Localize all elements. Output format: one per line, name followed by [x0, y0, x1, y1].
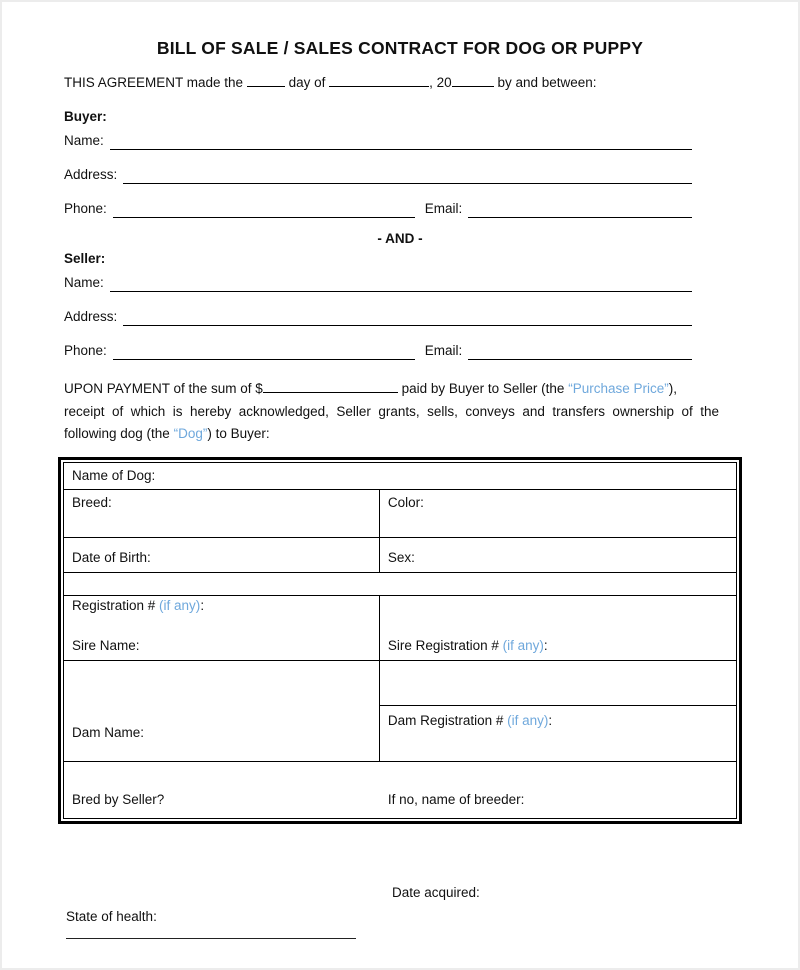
dam-registration-label-text: Dam Registration #	[387, 713, 508, 728]
sire-registration-label	[388, 638, 548, 653]
buyer-address-field[interactable]	[123, 169, 692, 184]
dam-name-cell[interactable]	[64, 661, 380, 761]
buyer-email-field[interactable]	[468, 203, 692, 218]
dam-registration-colon: :	[548, 713, 553, 728]
payment-text-3: ),	[668, 381, 677, 396]
breeder-name-label: If no, name of breeder:	[387, 792, 525, 807]
empty-spacer-cell[interactable]	[64, 573, 736, 595]
dog-details-table	[58, 457, 742, 824]
date-of-birth-label: Date of Birth:	[72, 550, 151, 565]
table-row	[64, 463, 736, 490]
date-acquired-label: Date acquired:	[392, 885, 480, 900]
year-blank-field[interactable]	[452, 72, 494, 87]
name-of-dog-label: Name of Dog:	[72, 468, 156, 483]
buyer-address-row	[64, 166, 692, 184]
breed-label: Breed:	[72, 495, 112, 510]
breed-cell[interactable]	[64, 490, 380, 537]
day-blank-field[interactable]	[247, 72, 285, 87]
registration-sire-name-cell[interactable]	[64, 596, 380, 660]
table-row	[64, 762, 736, 818]
empty-spacer-cell[interactable]	[380, 661, 736, 706]
seller-email-field[interactable]	[468, 345, 692, 360]
payment-text-1: UPON PAYMENT of the sum of $	[64, 381, 263, 396]
seller-address-label: Address:	[64, 309, 118, 324]
sire-registration-colon: :	[543, 638, 548, 653]
payment-line-1	[64, 378, 736, 398]
document-title: BILL OF SALE / SALES CONTRACT FOR DOG OR PUPPY	[156, 38, 644, 58]
purchase-amount-field[interactable]	[263, 378, 398, 393]
payment-clause	[64, 378, 736, 443]
seller-phone-email-row	[64, 342, 692, 360]
seller-name-row	[64, 274, 692, 292]
buyer-name-row	[64, 132, 692, 150]
agreement-text-3: , 20	[429, 75, 452, 90]
dam-registration-if-any: (if any)	[507, 713, 549, 728]
buyer-phone-label: Phone:	[64, 201, 107, 216]
date-of-birth-cell[interactable]	[64, 538, 380, 572]
buyer-phone-email-row	[64, 200, 692, 218]
buyer-heading: Buyer:	[64, 109, 107, 124]
seller-name-field[interactable]	[110, 277, 692, 292]
payment-text-4: following dog (the	[64, 426, 174, 441]
document-body	[2, 72, 798, 939]
payment-line-2: receipt of which is hereby acknowledged, Seller grants, sells, conveys and transfers ownership of the	[64, 404, 719, 419]
buyer-name-label: Name:	[64, 133, 104, 148]
buyer-phone-field[interactable]	[113, 203, 415, 218]
dog-details-table-inner	[63, 462, 737, 819]
seller-heading: Seller:	[64, 251, 106, 266]
bred-by-seller-label: Bred by Seller?	[72, 792, 165, 807]
seller-address-row	[64, 308, 692, 326]
agreement-text-4: by and between:	[497, 75, 597, 90]
registration-label	[72, 598, 371, 613]
registration-colon: :	[200, 598, 205, 613]
agreement-text-2: day of	[288, 75, 326, 90]
registration-label-text: Registration #	[72, 598, 160, 613]
breeder-name-cell[interactable]	[380, 792, 736, 807]
agreement-text-1: THIS AGREEMENT made the	[64, 75, 244, 90]
payment-line-3	[64, 425, 736, 443]
sire-registration-label-text: Sire Registration #	[387, 638, 503, 653]
seller-name-label: Name:	[64, 275, 104, 290]
purchase-price-term: “Purchase Price”	[568, 381, 669, 396]
color-cell[interactable]	[380, 490, 736, 537]
seller-phone-field[interactable]	[113, 345, 415, 360]
name-of-dog-cell[interactable]	[64, 463, 736, 489]
agreement-intro-line	[64, 72, 736, 92]
table-row	[64, 596, 736, 661]
state-of-health-field[interactable]	[66, 938, 356, 939]
table-row	[64, 661, 736, 762]
and-separator: - AND -	[377, 231, 423, 246]
table-row	[64, 490, 736, 538]
buyer-name-field[interactable]	[110, 135, 692, 150]
dam-registration-cell[interactable]	[380, 706, 736, 761]
color-label: Color:	[387, 495, 424, 510]
sire-registration-if-any: (if any)	[502, 638, 544, 653]
month-blank-field[interactable]	[329, 72, 429, 87]
payment-text-5: ) to Buyer:	[207, 426, 270, 441]
seller-email-label: Email:	[424, 343, 463, 358]
state-of-health-label: State of health:	[66, 909, 157, 924]
dam-registration-column	[380, 661, 736, 761]
table-row	[64, 538, 736, 573]
seller-phone-label: Phone:	[64, 343, 107, 358]
sire-registration-cell[interactable]	[380, 596, 736, 660]
payment-text-2: paid by Buyer to Seller (the	[401, 381, 565, 396]
dam-registration-label	[388, 713, 552, 728]
sex-cell[interactable]	[380, 538, 736, 572]
dog-term: “Dog”	[173, 426, 208, 441]
bred-by-seller-cell[interactable]	[64, 792, 380, 807]
registration-if-any: (if any)	[159, 598, 201, 613]
buyer-email-label: Email:	[424, 201, 463, 216]
buyer-address-label: Address:	[64, 167, 118, 182]
sire-name-label: Sire Name:	[72, 638, 140, 653]
table-row	[64, 573, 736, 596]
dam-name-label: Dam Name:	[72, 725, 145, 740]
seller-address-field[interactable]	[123, 311, 692, 326]
sex-label: Sex:	[387, 550, 415, 565]
